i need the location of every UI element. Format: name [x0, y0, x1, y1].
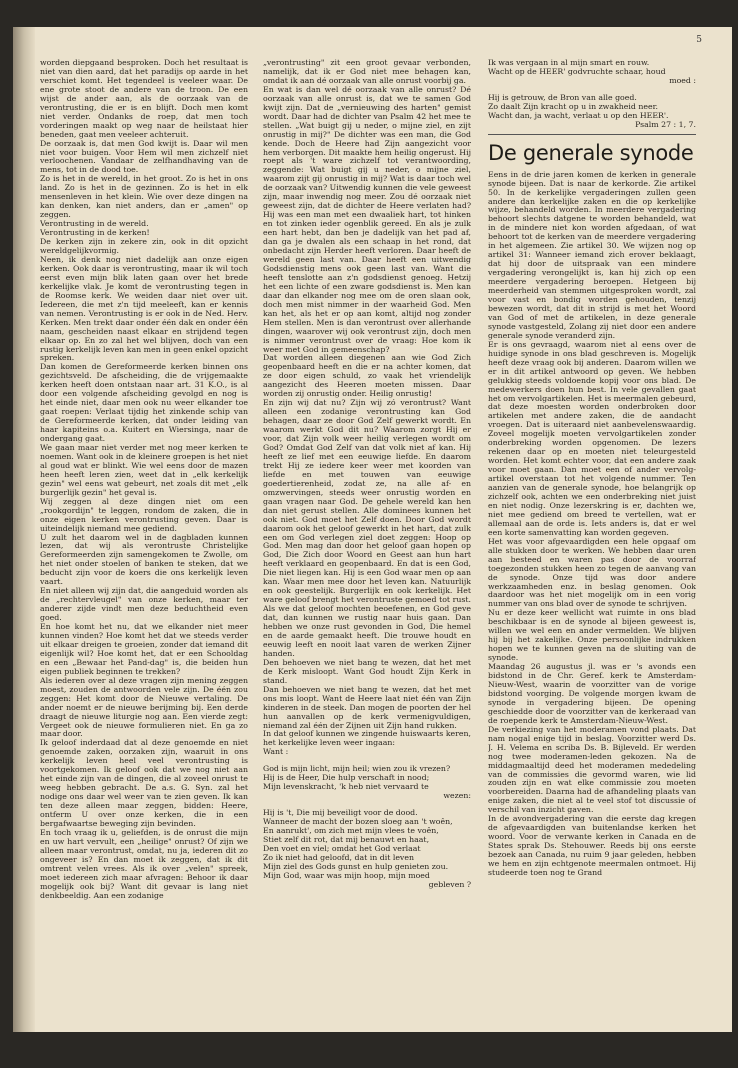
paragraph: En toch vraag ik u, geliefden, is de onrust die mijn en uw hart vervult, een „heilige" onrust? Of zijn we alleen maar verontrust, omdat, nu ja, iederen dit zo ongeveer is? En dan moet ik zeggen, dat ik dit omtrent velen vrees. Als ik over „velen" spreek, moet iedereen zich maar afvragen: Behoor ik daar mogelijk ook bij? Want dit gevaar is lang niet denkbeeldig. Aan een zodanige	[40, 827, 248, 900]
paragraph: En niet alleen wij zijn dat, die aangeduid worden als de „rechtervleugel" van onze kerken, maar ter anderer zijde vindt men deze beduchtheid even goed.	[40, 586, 248, 623]
poem-line: moed :	[669, 75, 696, 85]
poem-line: Stiet zelf dit rot, dat mij benauwt en haat,	[263, 835, 430, 845]
paragraph: Verontrusting in de wereld.	[40, 219, 149, 229]
paragraph: Den behoeven we niet bang te wezen, dat het met de Kerk misloopt. Want God houdt Zijn Kerk in stand.	[263, 657, 471, 685]
poem-line: Mijn levenskracht, 'k heb niet vervaard te	[263, 782, 429, 792]
newspaper-page	[13, 27, 732, 1032]
column-3	[488, 59, 696, 1029]
poem-line: Zo daalt Zijn kracht op u in zwakheid neer.	[488, 101, 658, 111]
poem-reference: Psalm 27 : 1, 7.	[635, 119, 696, 129]
poem-line: En aanrukt', om zich met mijn vlees te voên,	[263, 826, 439, 836]
paragraph: Ik geloof inderdaad dat al deze genoemde en niet genoemde zaken, oorzaken zijn, waaruit in ons kerkelijk leven heel veel verontrusting is voortgekomen. Ik geloof ook dat we nog niet aan het einde zijn van de dingen, die al zoveel onrust te weeg hebben gebracht. De a.s. G. Syn. zal het nodige ons daar wel weer van te zien geven. Ik kan ten deze alleen maar zeggen, bidden: Heere, ontferm U over onze kerken, die in een bergafwaartse beweging zijn bevinden.	[40, 738, 248, 829]
paragraph: Als iederen over al deze vragen zijn mening zeggen moest, zouden de antwoorden vele zijn. De één zou zeggen: Het komt door de Nieuwe vertaling. De ander noemt er de nieuwe berijming bij. Een derde draagt de nieuwe liturgie nog aan. Een vierde zegt: Vergeet ook de nieuwe formulieren niet. En ga zo maar door.	[40, 675, 248, 739]
poem-line: Zo ik niet had geloofd, dat in dit leven	[263, 852, 414, 862]
paragraph: Er is ons gevraagd, waarom niet al eens over de huidige synode in ons blad geschreven is. Mogelijk heeft deze vraag ook bij anderen. Daarom willen we er in dit artikel antwoord op geven. We hebben gelukkig steeds voldoende kopij voor ons blad. De medewerkers doen hun best. In vele gevallen gaat het om vervolgartikelen. Het is meermalen gebeurd, dat deze moesten worden onderbroken door artikelen met andere zaken, die de aandacht vroegen. Dat is uiteraard niet aanbevelenswaardig. Zoveel mogelijk moeten vervolgartikelen zonder onderbreking worden opgenomen. De lezers rekenen daar op en moeten niet teleurgesteld worden. Het komt echter voor, dat een andere zaak voor moet gaan. Dan moet een of ander vervolg-artikel overstaan tot het volgende nummer. Ten aanzien van de generale synode, hoe belangrijk op zichzelf ook, achten we een onderbreking niet juist en niet nodig. Onze lezerskring is er, dachten we, niet mee gediend om breed te vertellen, wat er allemaal aan de orde is. Iets anders is, dat er wel een korte samenvatting kan worden gegeven.	[488, 339, 696, 537]
paragraph: worden diepgaand besproken. Doch het resultaat is niet van dien aard, dat het paradijs op aarde in het verschiet komt. Het tegendeel is veeleer waar. De ene grote stoot de andere van de troon. De een wijst de ander aan, als de oorzaak van de verontrusting, die er is en blijft. Doch men komt niet verder. Ondanks de roep, dat men toch vorderingen maakt op weg naar de heilstaat hier beneden, gaat men veeleer achteruit.	[40, 59, 248, 139]
poem-line: Mijn God, waar was mijn hoop, mijn moed	[263, 870, 430, 880]
page-number: 5	[696, 35, 702, 45]
poem-line: Wacht dan, ja wacht, verlaat u op den HEER'.	[488, 110, 669, 120]
paragraph: Zo is het in de wereld, in het groot. Zo is het in ons land. Zo is het in de gezinnen. Zo is het in elk mensenleven in het klein. Wie over deze dingen na kan denken, kan niet anders, dan er „amen" op zeggen.	[40, 174, 248, 220]
poem-line: God is mijn licht, mijn heil; wien zou ik vrezen?	[263, 764, 451, 774]
paragraph: In dat geloof kunnen we zingende huiswaarts keren, het kerkelijke leven weer ingaan:	[263, 729, 471, 748]
paragraph: In de avondvergadering van die eerste dag kregen de afgevaardigden van buitenlandse kerken het woord. Voor de verwante kerken in Canada en de States sprak Ds. Stehouwer. Reeds bij ons eerste bezoek aan Canada, nu ruim 9 jaar geleden, hebben we hem en zijn echtgenote meermalen ontmoet. Hij studeerde toen nog te Grand	[488, 814, 696, 878]
column-2	[263, 59, 471, 1029]
paragraph: En wat is dan wel dé oorzaak van alle onrust? Dé oorzaak van alle onrust is, dat we te samen God kwijt zijn. Dat de „vernieuwing des harten" gemist wordt. Daar had de dichter van Psalm 42 het mee te stellen. „Wat buigt gij u neder, o mijne ziel, en zijt onrustig in mij?" De dichter was een man, die God kende. Doch de Heere had Zijn aangezicht voor hem verborgen. Dit maakte hem heilig ongerust. Hij roept als 't ware zichzelf tot verantwoording, zeggende: Wat buigt gij u neder, o mijne ziel, waarom zijt gij onrustig in mij? Wat is daar toch wel de oorzaak van? Uitwendig kunnen die vele geweest zijn, maar inwendig nog meer. Zou dé oorzaak niet geweest zijn, dat de dichter de Heere verlaten had? Hij was een man met een dwaaliek hart, tot hinken en tot zinken ieder ogenblik gereed. En als je zulk een hart hebt, dan ben je dadelijk van het pad af, dan ga je dwalen als een schaap in het rond, dat onbedacht zijn Herder heeft verloren. Daar heeft de wereld geen last van. Daar heeft een uitwendig Godsdienstig mens ook geen last van. Want die heeft tenslotte aan z'n godsdienst genoeg. Hetzij het een lichte of een zware godsdienst is. Men kan daar dan elkander nog mee om de oren slaan ook, doch men mist nimmer in der waarheid God. Men kan het, als het er op aan komt, altijd nog zonder Hem stellen. Men is dan verontrust over allerhande dingen, waarover wij ook verontrust zijn, doch men is nimmer verontrust over de vraag: Hoe kom ik weer met God in gemeenschap?	[263, 84, 471, 354]
paragraph: Het was voor afgevaardigden een hele opgaaf om alle stukken door te werken. We hebben daar uren aan besteed en waren pas door de voorraf toegezonden stukken heen zo tegen de aanvang van de synode. Onze tijd was door andere werkzaamheden enz. in beslag genomen. Ook daardoor was het niet mogelijk om in een vorig nummer van ons blad over de synode te schrijven.	[488, 536, 696, 609]
paragraph: We gaan maar niet verder met nog meer kerken te noemen. Want ook in de kleinere groepen is het niet al goud wat er blinkt. Wie wel eens door de mazen heen heeft leren zien, weet dat in „elk kerkelijk gezin" wel eens wat gebeurt, net zoals dit met „elk burgerlijk gezin" het geval is.	[40, 442, 248, 497]
paragraph: Eens in de drie jaren komen de kerken in generale synode bijeen. Dat is naar de kerkorde. Zie artikel 50. In de kerkelijke vergaderingen zullen geen andere dan kerkelijke zaken en die op kerkelijke wijze, behandeld worden. In meerdere vergadering behoort slechts datgene te worden behandeld, wat in de mindere niet kon worden afgedaan, of wat behoort tot de kerken van de meerdere vergadering in het algemeen. Zie artikel 30. We wijzen nog op artikel 31: Wanneer iemand zich erover beklaagt, dat hij door de uitspraak van een mindere vergadering verongelijkt is, kan hij zich op een meerdere vergadering beroepen. Hetgeen bij meerderheid van stemmen uitgesproken wordt, zal voor vast en bondig worden gehouden, tenzij bewezen wordt, dat dit in strijd is met het Woord van God of met de artikelen, in deze generale synode vastgesteld, Zolang zij niet door een andere generale synode veranderd zijn.	[488, 169, 696, 340]
paragraph: De verkiezing van het moderamen vond plaats. Dat nam nogal enige tijd in beslag. Voorzitter werd Ds. J. H. Velema en scriba Ds. B. Bijleveld. Er werden nog twee moderamen-leden gekozen. Na de middagmaaltijd deed het moderamen mededeling van de commissies die gevormd waren, wie lid zouden zijn en wat elke commissie zou moeten voorbereiden. Daarna had de afhandeling plaats van enige zaken, die niet al te veel stof tot discussie of verschil van inzicht gaven.	[488, 724, 696, 815]
binding-spine	[13, 27, 35, 1032]
poem-line: wezen:	[443, 791, 471, 801]
paragraph: U zult het daarom wel in de dagbladen kunnen lezen, dat wij als verontruste Christelijke Gereformeerden zijn samengekomen te Zwolle, om het niet onder stoelen of banken te steken, dat we beducht zijn voor de koers die ons kerkelijk leven vaart.	[40, 532, 248, 587]
section-divider	[488, 134, 696, 135]
poem-line: Den voet en viel; omdat het God verlaat	[263, 843, 421, 853]
paragraph: Wij zeggen al deze dingen niet om een „rookgordijn" te leggen, rondom de zaken, die in onze eigen kerken verontrusting geven. Daar is uiteindelijk niemand mee gediend.	[40, 496, 248, 533]
poem-line: Ik was vergaan in al mijn smart en rouw.	[488, 59, 650, 67]
paragraph: De oorzaak is, dat men God kwijt is. Daar wil men niet voor buigen. Voor Hem wil men zichzelf niet verloochenen. Vandaar de zelfhandhaving van de mens, tot in de dood toe.	[40, 138, 248, 175]
poem-line: Wacht op de HEER' godvruchte schaar, houd	[488, 66, 666, 76]
paragraph: Verontrusting in de kerken!	[40, 228, 150, 238]
paragraph: Dan behoeven we niet bang te wezen, dat het met ons mis loopt. Want de Heere laat niet één van Zijn kinderen in de steek. Dan mogen de poorten der hel hun aanvallen op de kerk vermenigvuldigen, niemand zal één der Zijnen uit Zijn hand rukken.	[263, 684, 471, 730]
paragraph: En zijn wij dat nu? Zijn wij zó verontrust? Want alleen een zodanige verontrusting kan God behagen, daar ze door God Zelf gewerkt wordt. En waarom werkt God dit nu? Waarom zorgt Hij er voor, dat Zijn volk weer heilig verlegen wordt om God? Omdat God Zelf van dat volk niet af kan. Hij heeft ze lief met een eeuwige liefde. En daarom trekt Hij ze iedere keer weer met koorden van liefde en met touwen van eeuwige goedertierenheid, zodat ze, na alle af- en omzwervingen, steeds weer onrustig worden en gaan vragen naar God. De gehele wereld kan hen dan niet gerust stellen. Alle dominees kunnen het ook niet. God moet het Zelf doen. Door God wordt daarom ook het geloof gewerkt in het hart, dat zulk een om God verlegen ziel doet zeggen: Hoop op God. Men mag dan door het geloof gaan hopen op God, Die Zich door Woord en Geest aan hun hart heeft verklaard en geopenbaard. En dat is een God, Die niet liegen kan. Hij is een God waar men op aan kan. Waar men mee door het leven kan. Natuurlijk en ook geestelijk. Burgerlijk en ook kerkelijk. Het ware geloof brengt het verontruste gemoed tot rust. Als we dat geloof mochten beoefenen, en God geve dat, dan kunnen we rustig naar huis gaan. Dan hebben we onze rust gevonden in God, Die hemel en de aarde gemaakt heeft. Die trouwe houdt en eeuwig leeft en nooit laat varen de werken Zijner handen.	[263, 398, 471, 658]
poem-line: gebleven ?	[428, 879, 471, 889]
poem-line: Hij is 't, Die mij beveiligt voor de dood.	[263, 808, 418, 818]
poem-line: Mijn ziel des Gods gunst en hulp genieten zou.	[263, 861, 449, 871]
poem-line: Hij is getrouw, de Bron van alle goed.	[488, 92, 637, 102]
paragraph: „verontrusting" zit een groot gevaar verbonden, namelijk, dat ik er God niet mee behagen kan, omdat ik aan dé oorzaak van alle onrust voorbij ga.	[263, 59, 471, 85]
paragraph: Dat worden alleen diegenen aan wie God Zich geopenbaard heeft en die er na achter komen, dat ze door eigen schuld, zo vaak het vriendelijk aangezicht des Heeren moeten missen. Daar worden zij onrustig onder. Heilig onrustig!	[263, 353, 471, 399]
paragraph: Want :	[263, 747, 289, 757]
paragraph: Nu er deze keer wellicht wat ruimte in ons blad beschikbaar is en de synode al bijeen geweest is, willen we wel een en ander vermelden. We blijven hij bij het zakelijke. Onze persoonlijke indrukken hopen we te kunnen geven na de sluiting van de synode.	[488, 608, 696, 663]
paragraph: De kerken zijn in zekere zin, ook in dit opzicht wereldgelijkvormig.	[40, 237, 248, 256]
paragraph: Neen, ik denk nog niet dadelijk aan onze eigen kerken. Ook daar is verontrusting, maar ik wil toch eerst even mijn blik laten gaan over het brede kerkelijke vlak. Je komt de verontrusting tegen in de Roomse kerk. We weiden daar niet over uit. Iedereen, die met z'n tijd meeleeft, kan er kennis van nemen. Verontrusting is er ook in de Ned. Herv. Kerken. Men trekt daar onder één dak en onder één naam, gescheiden naast elkaar en strijdend tegen elkaar op. En zo zal het wel blijven, doch van een rustig kerkelijk leven kan men in geen enkel opzicht spreken.	[40, 254, 248, 363]
paragraph: Maandag 26 augustus jl. was er 's avonds een bidstond in de Chr. Geref. kerk te Amsterdam-Nieuw-West, waarin de voorzitter van de vorige bidstond voorging. De volgende morgen kwam de synode in vergadering bijeen. De opening geschiedde door de voorzitter van de kerkeraad van de roepende kerk te Amsterdam-Nieuw-West.	[488, 662, 696, 725]
paragraph: Dan komen de Gereformeerde kerken binnen ons gezichtsveld. De afscheiding, die de vrijgemaakte kerken heeft doen ontstaan naar art. 31 K.O., is al door een volgende afscheiding gevolgd en nog is het einde niet, daar men ook nu weer elkander toe gaat roepen: Verlaat tijdig het zinkende schip van de Gereformeerde kerken, dat onder leiding van haar kapiteins o.a. Kuitert en Wiersinga, naar de ondergang gaat.	[40, 362, 248, 444]
column-1	[40, 59, 248, 1029]
poem-line: Wanneer de macht der bozen sloeg aan 't woên,	[263, 817, 453, 827]
poem-line: Hij is de Heer, Die hulp verschaft in nood;	[263, 773, 430, 783]
paragraph: En hoe komt het nu, dat we elkander niet meer kunnen vinden? Hoe komt het dat we steeds verder uit elkaar dreigen te groeien, zonder dat iemand dit eigenlijk wil? Hoe komt het, dat er een Schooldag en een „Bewaar het Pand-dag" is, die beiden hun eigen publiek beginnen te trekken?	[40, 622, 248, 676]
article-headline: De generale synode	[488, 140, 694, 165]
